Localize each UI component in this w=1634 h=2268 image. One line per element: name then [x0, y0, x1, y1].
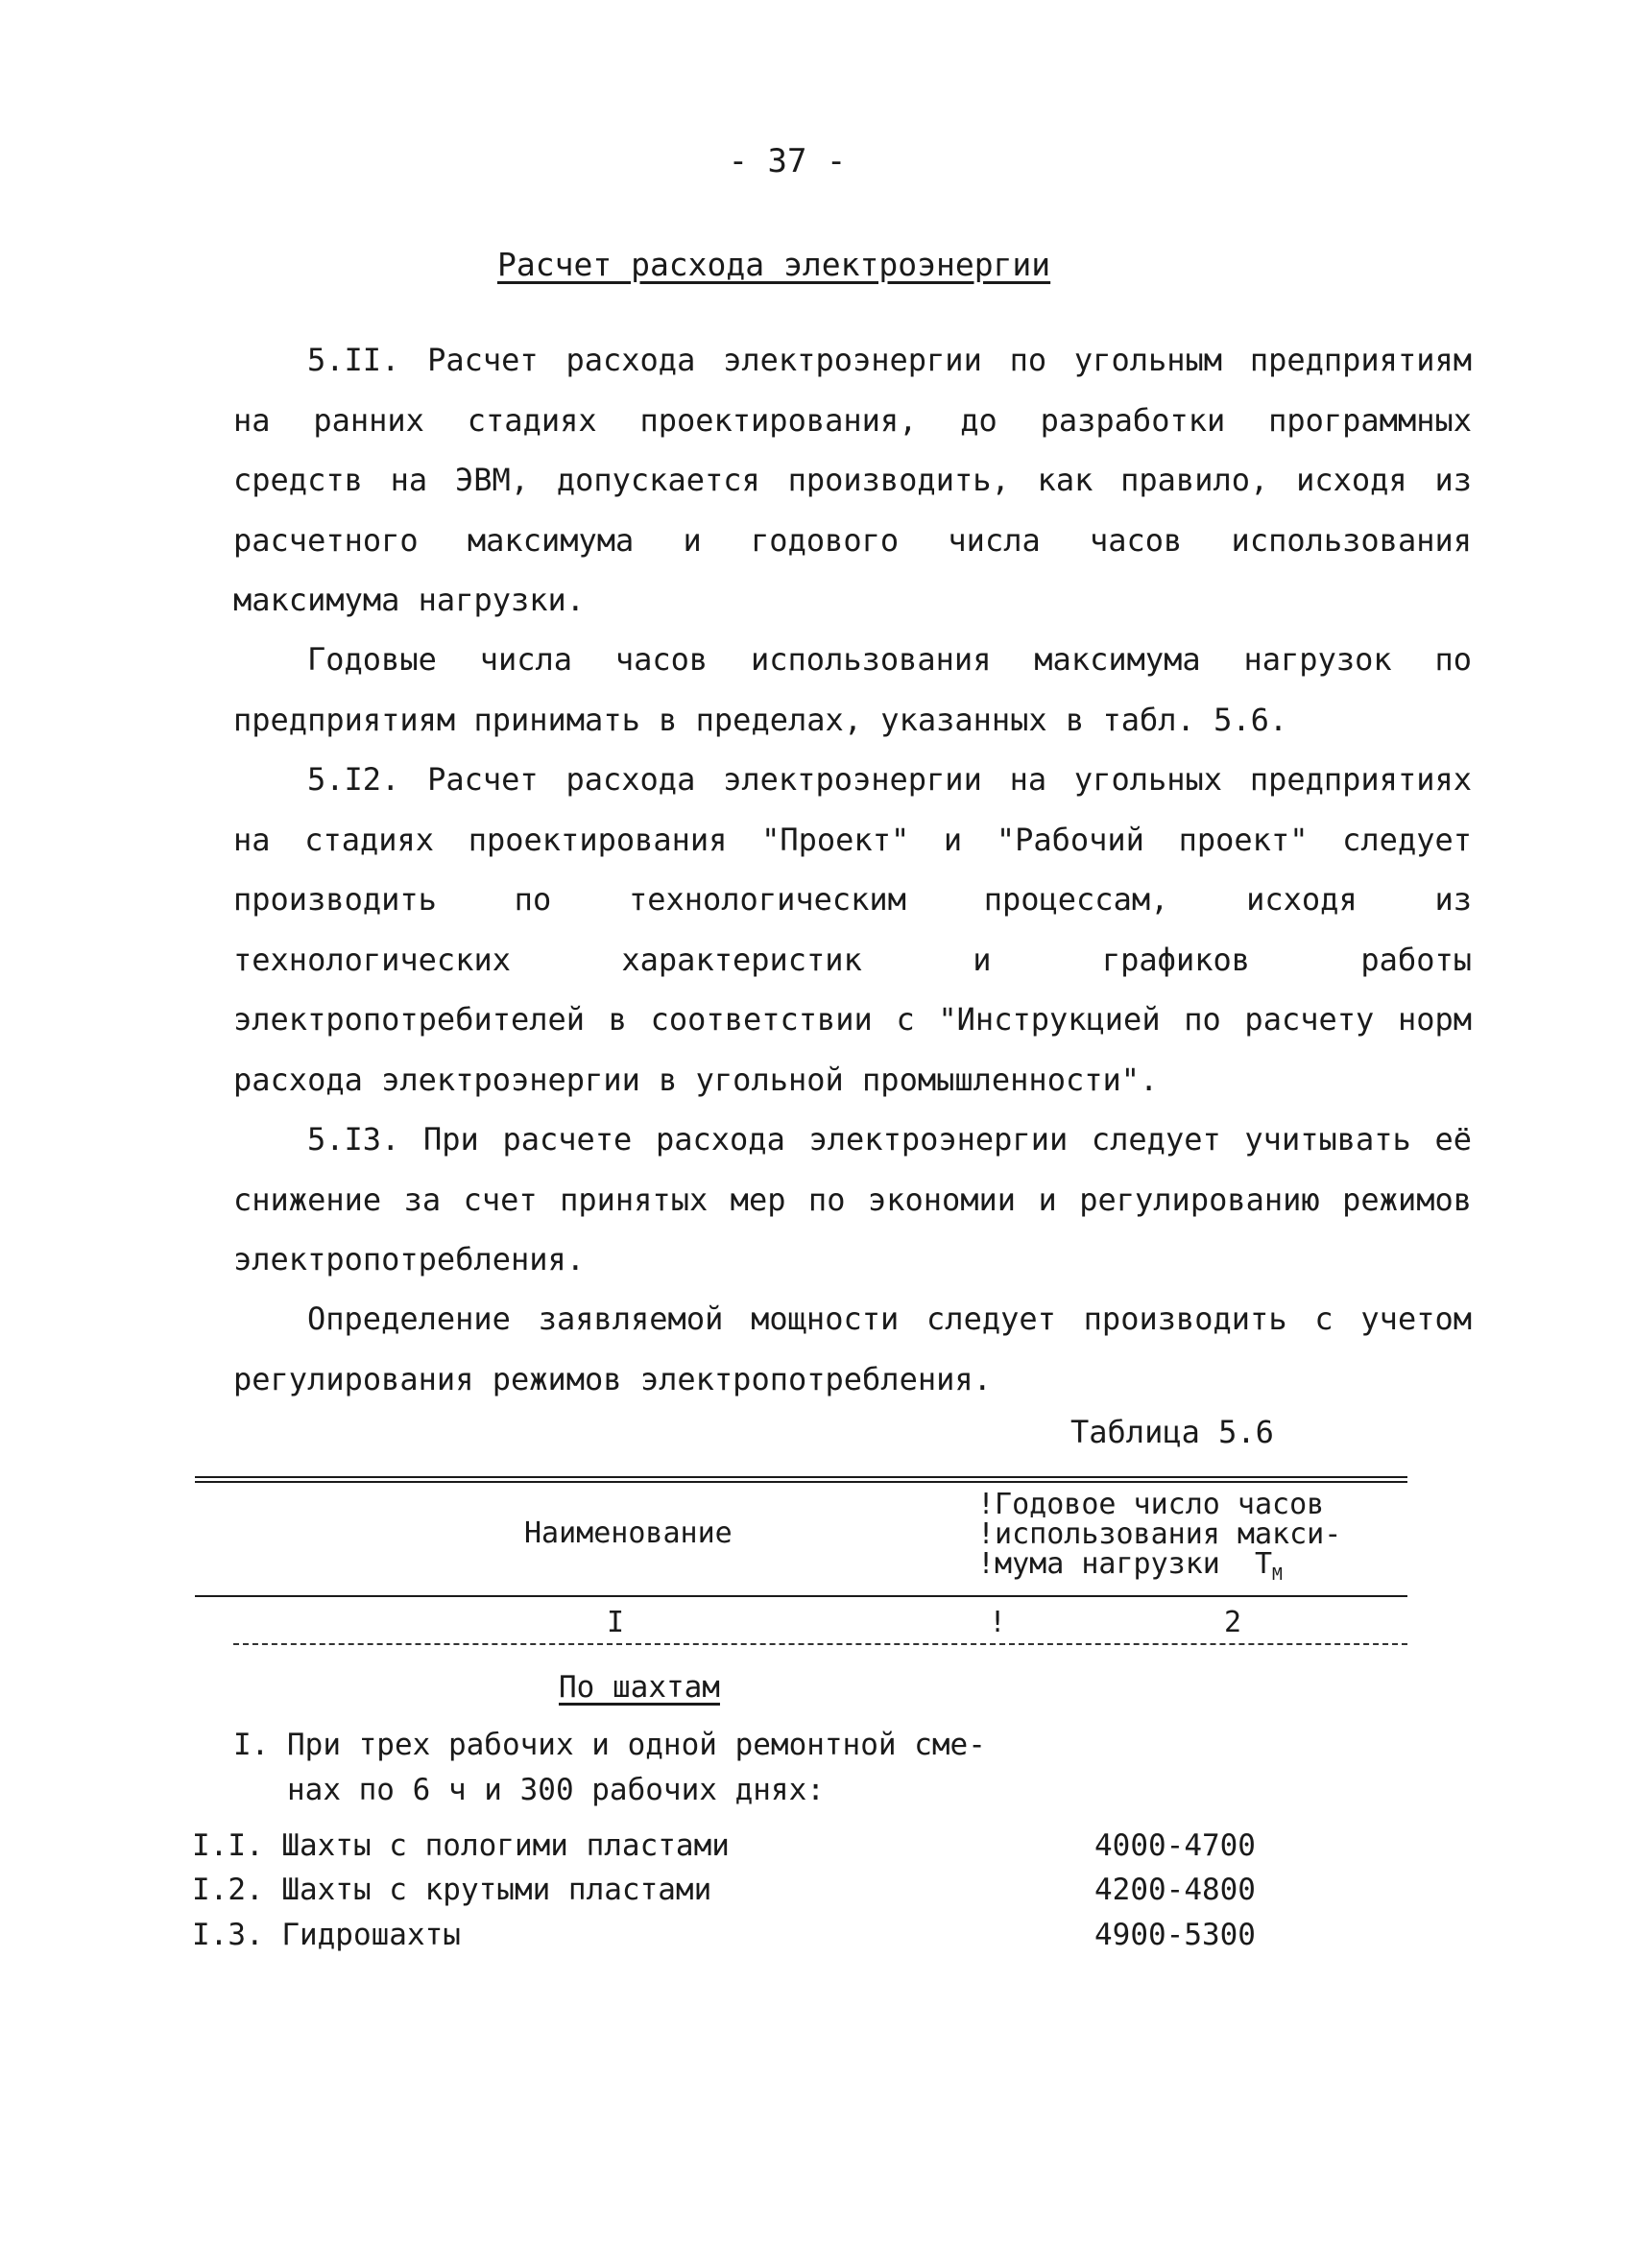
paragraph-5-13: [233, 1110, 1472, 1290]
paragraph-text: 5.I2. Расчет расхода электроэнергии на угольных предприятиях на стадиях проектирования "Проект" и "Рабочий проект" следует производить по технологическим процессам, исходя из технологических характеристик и графиков работы электропотребителей в соответствии с "Инструкцией по расчету норм расхода электроэнергии в угольной промышленности".: [233, 761, 1472, 1098]
table-header-rule: [195, 1595, 1407, 1597]
column-separator: !: [989, 1606, 1007, 1639]
column-number-1: I: [607, 1606, 625, 1639]
table-numbering-rule: [233, 1643, 1407, 1645]
column-header-subscript: М: [1272, 1564, 1283, 1585]
paragraph-text: Определение заявляемой мощности следует производить с учетом регулирования режимов электропотребления.: [233, 1301, 1472, 1397]
table-top-rule-double: [195, 1481, 1407, 1483]
paragraph-text: Годовые числа часов использования максимума нагрузок по предприятиям принимать в пределах, указанных в табл. 5.6.: [233, 641, 1472, 738]
page-number: - 37 -: [728, 142, 847, 180]
paragraph-declared-power: [233, 1289, 1472, 1409]
group-label-line: I. При трех рабочих и одной ремонтной сме-: [233, 1728, 986, 1762]
column-header-line-3: [977, 1547, 1283, 1585]
section-heading: Расчет расхода электроэнергии: [497, 246, 1051, 283]
table-caption: Таблица 5.6: [1070, 1414, 1274, 1450]
table-row: [192, 1873, 1286, 1907]
column-header-line: !использования макси-: [977, 1517, 1342, 1551]
table-top-rule: [195, 1476, 1407, 1478]
table-row: [192, 1828, 1286, 1863]
column-header-hours: [977, 1490, 1341, 1589]
paragraph-text: 5.I3. При расчете расхода электроэнергии следует учитывать её снижение за счет принятых мер по экономии и регулированию режимов электропотребления.: [233, 1121, 1472, 1277]
paragraph-5-12: [233, 750, 1472, 1110]
table-group-label: [233, 1723, 986, 1813]
row-value: 4000-4700: [1094, 1828, 1256, 1863]
table-row: [192, 1918, 1286, 1952]
column-header-line: !мума нагрузки T: [977, 1547, 1273, 1581]
paragraph-5-11: [233, 330, 1472, 631]
group-label-line: нах по 6 ч и 300 рабочих днях:: [233, 1773, 825, 1807]
row-name: I.I. Шахты с пологими пластами: [192, 1828, 730, 1863]
row-name: I.2. Шахты с крутыми пластами: [192, 1873, 712, 1907]
paragraph-text: 5.II. Расчет расхода электроэнергии по угольным предприятиям на ранних стадиях проектирования, до разработки программных средств на ЭВМ, допускается производить, как правило, исходя из расчетного максимума и годового числа часов использования максимума нагрузки.: [233, 342, 1472, 618]
table-section-title: По шахтам: [559, 1670, 720, 1705]
row-value: 4200-4800: [1094, 1873, 1256, 1907]
column-header-line: !Годовое число часов: [977, 1488, 1325, 1521]
paragraph-annual-hours: [233, 630, 1472, 750]
row-name: I.3. Гидрошахты: [192, 1918, 461, 1952]
column-header-name: Наименование: [524, 1516, 733, 1550]
row-value: 4900-5300: [1094, 1918, 1256, 1952]
column-number-2: 2: [1224, 1606, 1242, 1639]
